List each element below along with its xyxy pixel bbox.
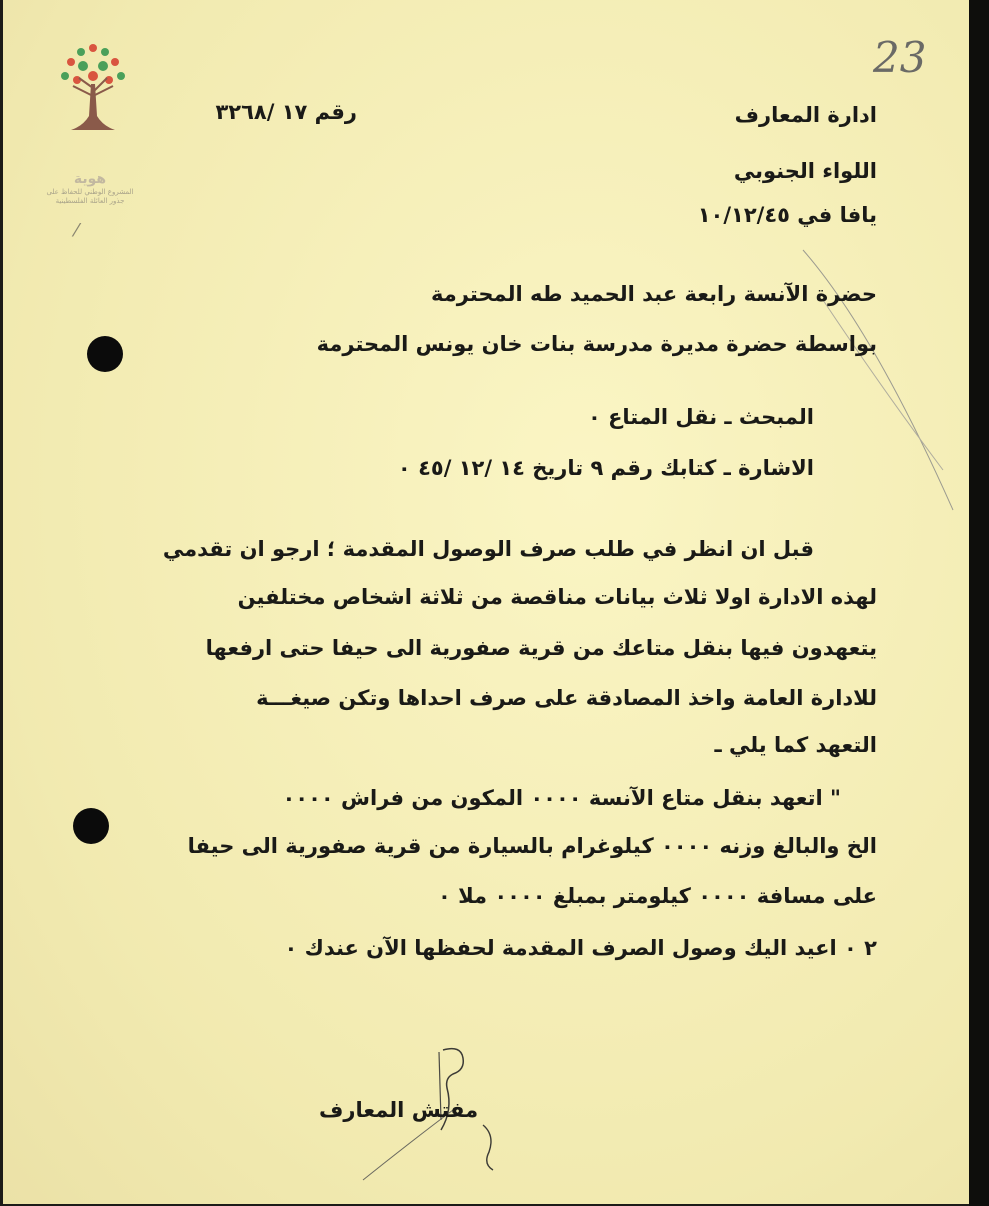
body-line-1: قبل ان انظر في طلب صرف الوصول المقدمة ؛ ارجو ان تقدمي xyxy=(162,537,814,561)
body-line-3: يتعهدون فيها بنقل متاعك من قرية صفورية الى حيفا حتى ارفعها xyxy=(205,636,877,660)
logo-label: هوية xyxy=(73,171,107,187)
logo-subcaption: المشروع الوطني للحفاظ على جذور العائلة الفلسطينية xyxy=(46,188,134,205)
reference-number: رقم ١٧ /٣٢٦٨ xyxy=(215,100,357,124)
signature-title: مفتش المعارف xyxy=(319,1098,479,1122)
scan-border xyxy=(969,0,989,1206)
logo-caption xyxy=(45,170,135,206)
point-two: ٢ ٠ اعيد اليك وصول الصرف المقدمة لحفظها الآن عندك ٠ xyxy=(284,936,877,960)
addressee-line-1: حضرة الآنسة رابعة عبد الحميد طه المحترمة xyxy=(431,282,877,306)
punch-hole-bottom xyxy=(73,808,109,844)
quote-line-3: على مسافة ٠٠٠٠ كيلومتر بمبلغ ٠٠٠٠ ملا ٠ xyxy=(437,884,877,908)
quote-line-2: الخ والبالغ وزنه ٠٠٠٠ كيلوغرام بالسيارة من قرية صفورية الى حيفا xyxy=(187,834,877,858)
quote-line-1: " اتعهد بنقل متاع الآنسة ٠٠٠٠ المكون من فراش ٠٠٠٠ xyxy=(282,786,841,810)
pencil-tick: ⁄ xyxy=(75,220,79,241)
body-line-4: للادارة العامة واخذ المصادقة على صرف احداها وتكن صيغـــة xyxy=(256,686,877,710)
reference-line: الاشارة ـ كتابك رقم ٩ تاريخ ١٤ /١٢ /٤٥ ٠ xyxy=(397,456,814,480)
addressee-line-2: بواسطة حضرة مديرة مدرسة بنات خان يونس المحترمة xyxy=(316,332,877,356)
punch-hole-top xyxy=(87,336,123,372)
body-line-2: لهذه الادارة اولا ثلاث بيانات مناقصة من ثلاثة اشخاص مختلفين xyxy=(237,585,877,609)
margin-note-text: 23 xyxy=(873,33,927,82)
district-name: اللواء الجنوبي xyxy=(733,159,877,183)
pencil-number-23 xyxy=(865,30,945,90)
subject-line: المبحث ـ نقل المتاع ٠ xyxy=(587,405,814,429)
date-line: يافا في ١٠/١٢/٤٥ xyxy=(697,203,877,227)
body-line-5: التعهد كما يلي ـ xyxy=(714,733,877,757)
department-name: ادارة المعارف xyxy=(734,103,877,127)
document-page xyxy=(3,0,969,1204)
